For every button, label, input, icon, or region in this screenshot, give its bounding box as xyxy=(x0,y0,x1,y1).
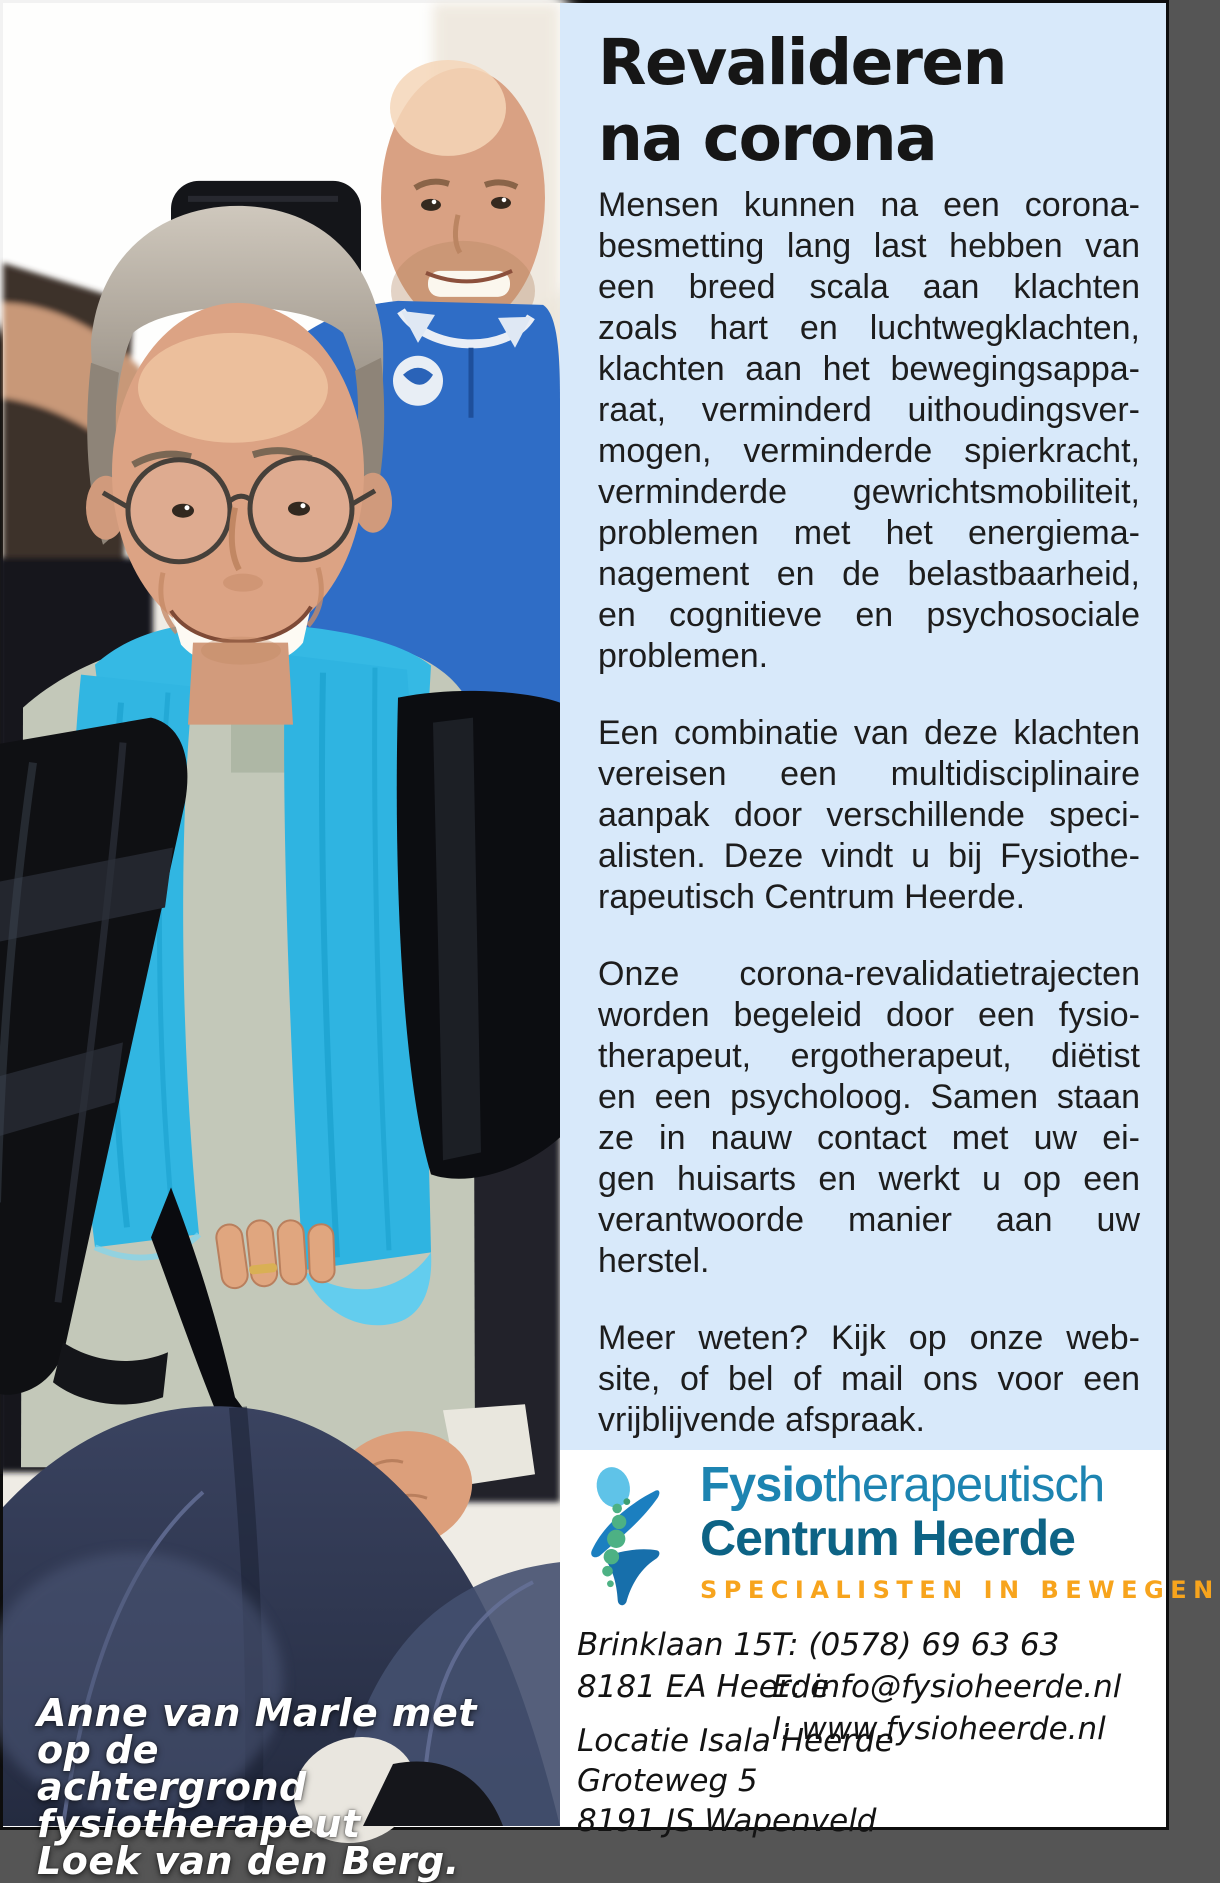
email-address: E: info@fysioheerde.nl xyxy=(772,1669,1122,1705)
paragraph-multidisciplinary xyxy=(598,713,1140,918)
text-line: Anne van Marle met op de xyxy=(37,1691,477,1772)
text-line: Loek van den Berg. xyxy=(37,1839,460,1883)
text-line: 8191 JS Wapenveld xyxy=(577,1803,877,1839)
text-line: vrijblijvende afspraak. xyxy=(598,1401,925,1439)
text-line: rapeutisch Centrum Heerde. xyxy=(598,878,1026,916)
location-block xyxy=(577,1721,894,1841)
logo-line1 xyxy=(700,1458,1220,1512)
logo-therapeutisch: therapeutisch xyxy=(822,1458,1105,1512)
text-line: en cognitieve en psychosociale xyxy=(598,596,1140,634)
text-line: verminderde gewrichtsmobiliteit, xyxy=(598,473,1140,511)
text-line: alisten. Deze vindt u bij Fysiothe- xyxy=(598,837,1140,875)
text-line: aanpak door verschillende speci- xyxy=(598,796,1140,834)
text-line: Mensen kunnen na een corona- xyxy=(598,186,1140,224)
text-line: Meer weten? Kijk op onze web- xyxy=(598,1319,1140,1357)
text-line: en een psycholoog. Samen staan xyxy=(598,1078,1140,1116)
article-panel xyxy=(560,3,1166,1450)
text-line: een breed scala aan klachten xyxy=(598,268,1140,306)
fysio-logo-icon xyxy=(582,1464,662,1604)
text-line: Groteweg 5 xyxy=(577,1763,758,1799)
text-line: mogen, verminderde spierkracht, xyxy=(598,432,1140,470)
text-line: Onze corona-revalidatietrajecten xyxy=(598,955,1140,993)
text-line: Locatie Isala Heerde xyxy=(577,1723,894,1759)
text-line: 8181 EA Heerde xyxy=(577,1669,830,1705)
text-line: gen huisarts en werkt u op een xyxy=(598,1160,1140,1198)
text-line: nagement en de belastbaarheid, xyxy=(598,555,1140,593)
text-line: therapeut, ergotherapeut, diëtist xyxy=(598,1037,1140,1075)
text-line: ze in nauw contact met uw ei- xyxy=(598,1119,1140,1157)
text-line: herstel. xyxy=(598,1242,710,1280)
paragraph-trajectories xyxy=(598,954,1140,1282)
photo-two-men-training xyxy=(3,3,560,1883)
article-body xyxy=(598,185,1140,1441)
photo-illustration xyxy=(3,3,560,1826)
logo-line2: Centrum Heerde xyxy=(700,1510,1075,1566)
text-line: Brinklaan 15 xyxy=(577,1627,773,1663)
text-line: raat, verminderd uithoudingsver- xyxy=(598,391,1140,429)
text-line: zoals hart en luchtwegklachten, xyxy=(598,309,1140,347)
text-line: vereisen een multidisciplinaire xyxy=(598,755,1140,793)
paragraph-contact-cta xyxy=(598,1318,1140,1441)
text-line: na corona xyxy=(598,102,937,175)
phone-number: T: (0578) 69 63 63 xyxy=(772,1627,1060,1663)
text-line: problemen. xyxy=(598,637,769,675)
photo-caption xyxy=(37,1691,537,1883)
text-line: Een combinatie van deze klachten xyxy=(598,714,1140,752)
text-line: klachten aan het bewegingsappa- xyxy=(598,350,1140,388)
text-line: worden begeleid door een fysio- xyxy=(598,996,1140,1034)
logo-contact-panel xyxy=(560,1450,1220,1839)
logo-tagline: SPECIALISTEN IN BEWEGEN xyxy=(700,1576,1220,1604)
text-line: besmetting lang last hebben van xyxy=(598,227,1140,265)
text-line: achtergrond fysiotherapeut xyxy=(37,1765,361,1846)
article-title xyxy=(598,25,1140,177)
paragraph-symptoms xyxy=(598,185,1140,677)
text-line: problemen met het energiema- xyxy=(598,514,1140,552)
logo-fysio: Fysio xyxy=(700,1458,823,1512)
website-url: I: www.fysioheerde.nl xyxy=(772,1711,1106,1747)
text-line: verantwoorde manier aan uw xyxy=(598,1201,1140,1239)
logo-wordmark xyxy=(700,1458,1220,1604)
text-line: Revalideren xyxy=(598,26,1006,99)
text-line: site, of bel of mail ons voor een xyxy=(598,1360,1140,1398)
